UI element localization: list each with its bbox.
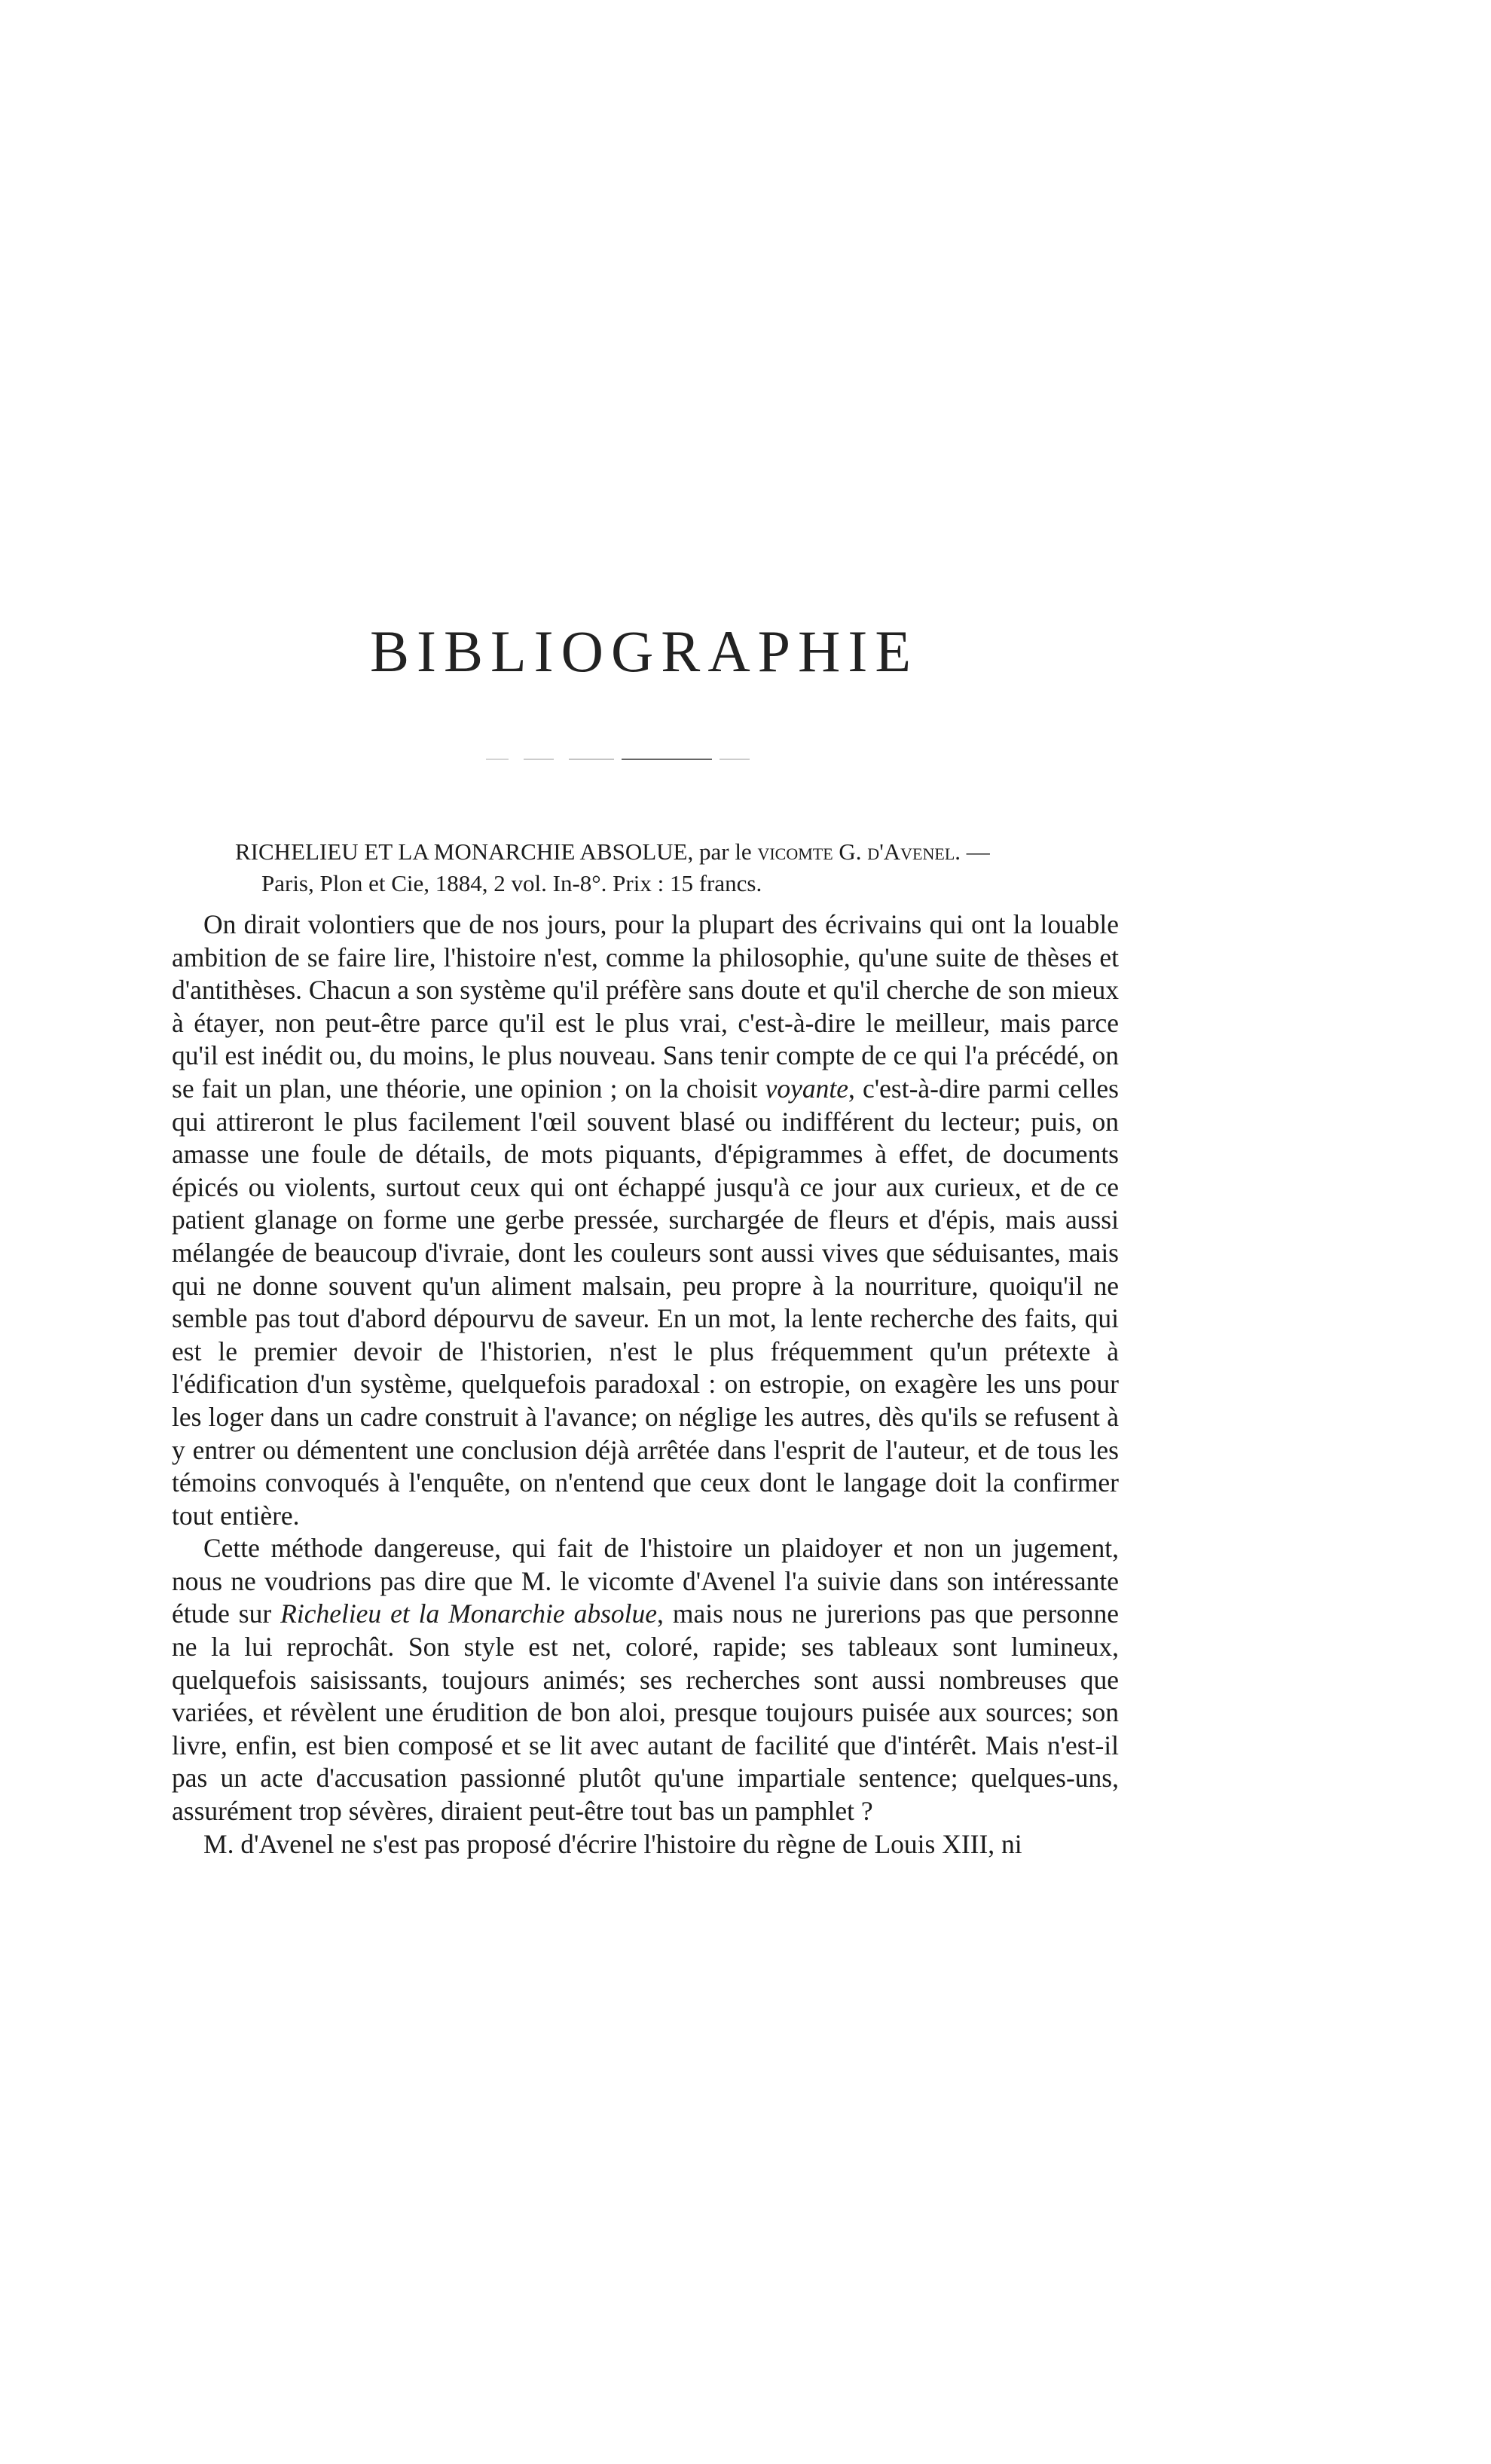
citation-dash: — — [961, 838, 990, 865]
paragraph-3 — [172, 1828, 1119, 1861]
citation-title: RICHELIEU ET LA MONARCHIE ABSOLUE, — [235, 838, 694, 865]
citation-publication: Paris, Plon et Cie, 1884, 2 vol. In-8°. Prix : 15 francs. — [261, 870, 762, 896]
citation-author: vicomte G. d'Avenel. — [757, 838, 961, 865]
text-run: Cette méthode dangereuse, qui fait de l'histoire un plaidoyer et non un jugement, nous ne voudrions pas dire que M. le vicomte d'Avenel l'a suivie dans son intéressante étude sur — [172, 1533, 1119, 1629]
paragraph-1 — [172, 908, 1119, 1532]
text-run: , c'est-à-dire parmi celles qui attireront le plus facilement l'œil souvent blasé ou indifférent du lecteur; puis, on amasse une foule de détails, de mots piquants, d'épigrammes à effet, de documents épicés ou violents, surtout ceux qui ont échappé jusqu'à ce jour aux curieux, et de ce patient glanage on forme une gerbe pressée, surchargée de fleurs et d'épis, mais aussi mélangée de beaucoup d'ivraie, dont les couleurs sont aussi vives que séduisantes, mais qui ne donne souvent qu'un aliment malsain, peu propre à la nourriture, quoiqu'il ne semble pas tout d'abord dépourvu de saveur. En un mot, la lente recherche des faits, qui est le premier devoir de l'historien, n'est le plus fréquemment qu'un prétexte à l'édification d'un système, quelquefois paradoxal : on estropie, on exagère les uns pour les loger dans un cadre construit à l'avance; on néglige les autres, dès qu'ils se refusent à y entrer ou démentent une conclusion déjà arrêtée dans l'esprit de l'auteur, et de tous les témoins convoqués à l'enquête, on n'entend que ceux dont le langage doit la confirmer tout entière. — [172, 1073, 1119, 1531]
text-run: M. d'Avenel ne s'est pas proposé d'écrire l'histoire du règne de Louis XIII, ni — [203, 1828, 1022, 1859]
italic-text: voyante — [765, 1073, 849, 1104]
body-text — [172, 908, 1119, 1861]
italic-text: Richelieu et la Monarchie absolue — [280, 1598, 658, 1629]
section-heading: BIBLIOGRAPHIE — [370, 618, 918, 684]
paragraph-2 — [172, 1532, 1119, 1827]
book-citation — [235, 836, 1117, 899]
citation-by: par le — [693, 838, 758, 865]
text-run: , mais nous ne jurerions pas que personne ne la lui reprochât. Son style est net, coloré, rapide; ses tableaux sont lumineux, quelquefois saisissants, toujours animés; ses recherches sont aussi nombreuses que variées, et révèlent une érudition de bon aloi, presque toujours puisée aux sources; son livre, enfin, est bien composé et se lit avec autant de facilité que d'intérêt. Mais n'est-il pas un acte d'accusation passionné plutôt qu'une impartiale sentence; quelques-uns, assurément trop sévères, diraient peut-être tout bas un pamphlet ? — [172, 1598, 1119, 1827]
ornamental-rule — [486, 756, 772, 762]
text-run: On dirait volontiers que de nos jours, pour la plupart des écrivains qui ont la louable ambition de se faire lire, l'histoire n'est, comme la philosophie, qu'une suite de thèses et d'antithèses. Chacun a son système qu'il préfère sans doute et qu'il cherche de son mieux à étayer, non peut-être parce qu'il est le plus vrai, c'est-à-dire le meilleur, mais parce qu'il est inédit ou, du moins, le plus nouveau. Sans tenir compte de ce qui l'a précédé, on se fait un plan, une théorie, une opinion ; on la choisit — [172, 909, 1119, 1104]
